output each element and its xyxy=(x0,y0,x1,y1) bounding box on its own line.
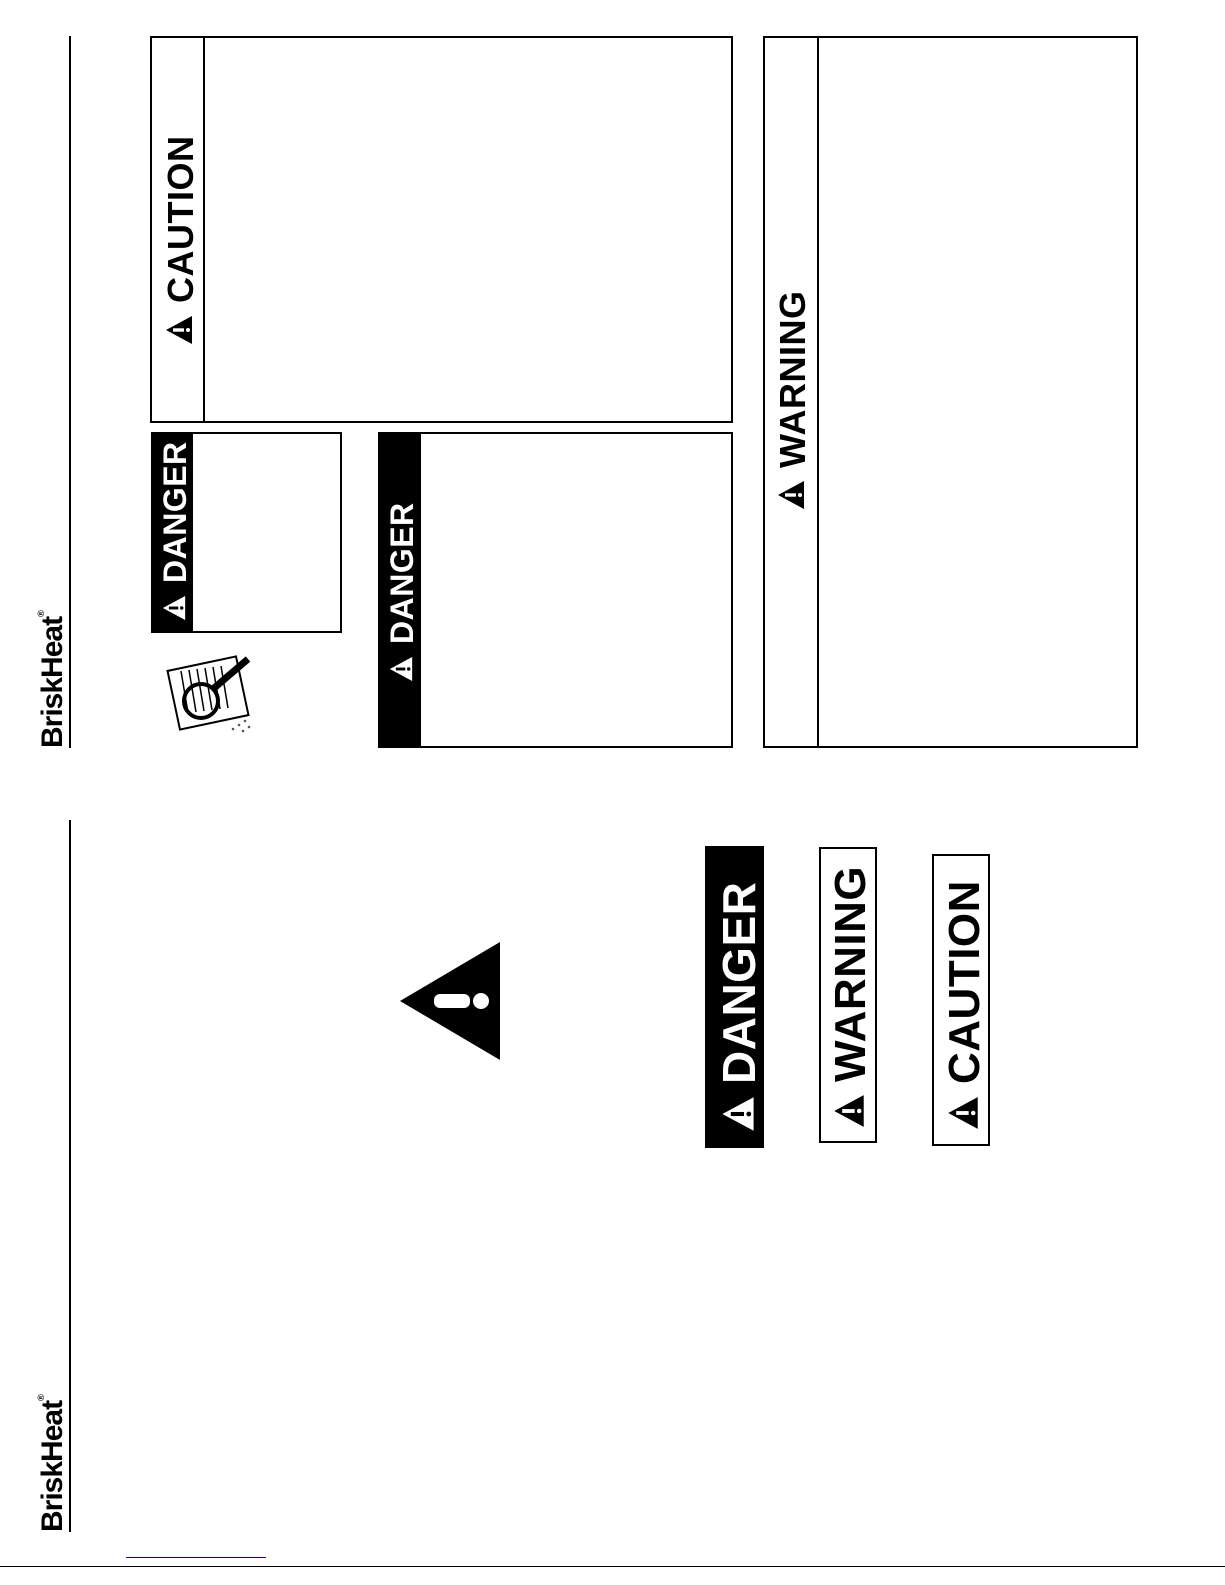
brand-logo-text: BriskHeat xyxy=(36,1400,69,1532)
caution-label-text: CAUTION xyxy=(160,135,201,303)
warning-triangle-icon xyxy=(772,480,814,510)
warning-signal-text: WARNING xyxy=(826,865,875,1082)
warning-label-text: WARNING xyxy=(772,290,813,468)
warning-triangle-icon xyxy=(940,1096,990,1130)
danger-small-label-text: DANGER xyxy=(157,441,193,583)
danger-large-label xyxy=(384,502,421,682)
magnifier-document-icon xyxy=(160,640,255,748)
warning-signal-label xyxy=(826,866,876,1128)
caution-signal-label xyxy=(940,880,990,1130)
warning-notice-box xyxy=(763,36,1138,748)
warning-triangle-icon xyxy=(160,315,202,345)
danger-notice-large xyxy=(378,432,733,748)
caution-label xyxy=(160,136,202,346)
brand-logo-text: BriskHeat xyxy=(36,616,69,748)
warning-triangle-icon xyxy=(712,1096,766,1132)
caution-signal-text: CAUTION xyxy=(940,880,989,1084)
registered-mark: ® xyxy=(36,1395,46,1401)
page-footer-rule xyxy=(0,1566,1225,1567)
caution-notice-box xyxy=(150,36,733,423)
danger-large-label-text: DANGER xyxy=(384,502,420,644)
warning-triangle-icon xyxy=(384,656,421,682)
warning-triangle-icon xyxy=(826,1094,876,1128)
brand-logo-top xyxy=(36,611,70,748)
danger-small-label xyxy=(157,441,194,621)
footer-link-underline[interactable] xyxy=(126,1557,266,1558)
warning-triangle-icon xyxy=(157,595,194,621)
registered-mark: ® xyxy=(36,611,46,617)
warning-label xyxy=(772,291,814,511)
danger-signal-text: DANGER xyxy=(713,881,765,1084)
warning-triangle-icon xyxy=(398,940,502,1062)
danger-signal-label xyxy=(712,882,766,1132)
brand-logo-bottom xyxy=(36,1395,70,1532)
